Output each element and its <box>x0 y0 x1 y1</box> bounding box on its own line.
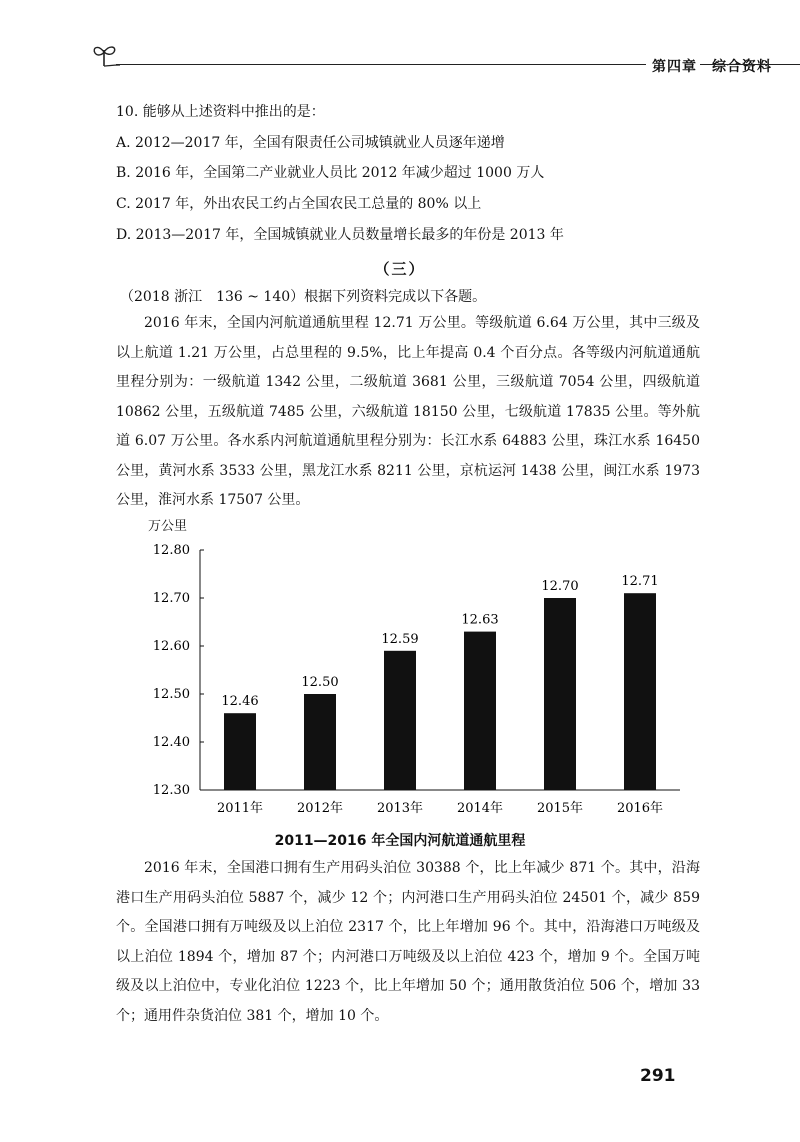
bar-value-label: 12.59 <box>381 631 419 647</box>
chart-caption: 2011—2016 年全国内河航道通航里程 <box>274 833 526 849</box>
x-tick-label: 2014年 <box>456 801 504 816</box>
section-intro: （2018 浙江 136 ~ 140）根据下列资料完成以下各题。 <box>120 289 487 305</box>
option-d: D. 2013—2017 年，全国城镇就业人员数量增长最多的年份是 2013 年 <box>116 227 564 243</box>
page-number: 291 <box>640 1066 676 1086</box>
y-tick-label: 12.50 <box>152 687 190 702</box>
paragraph-1 <box>116 309 700 516</box>
bar-2012年 <box>304 694 336 790</box>
y-tick-label: 12.30 <box>152 783 190 798</box>
option-b: B. 2016 年，全国第二产业就业人员比 2012 年减少超过 1000 万人 <box>116 165 545 181</box>
bar-value-label: 12.50 <box>301 675 339 690</box>
chapter-title: 第四章 综合资料 <box>652 59 772 75</box>
section-title: （三） <box>374 260 426 278</box>
paragraph-1-text: 2016 年末，全国内河航道通航里程 12.71 万公里。等级航道 6.64 万公里，其中三级及以上航道 1.21 万公里，占总里程的 9.5%，比上年提高 0.4 个百分点。各等级内河航道通航里程分别为：一级航道 1342 公里，二级航道 3681 公里，三级航道 7054 公里，四级航道 10862 公里，五级航道 7485 公里，六级航道 18150 公里，七级航道 17835 公里。等外航道 6.07 万公里。各水系内河航道通航里程分别为：长江水系 64883 公里，珠江水系 16450 公里，黄河水系 3533 公里，黑龙江水系 8211 公里，京杭运河 1438 公里，闽江水系 1973 公里，淮河水系 17507 公里。 <box>116 315 700 508</box>
bar-2014年 <box>464 632 496 790</box>
bar-2015年 <box>544 598 576 790</box>
y-tick-label: 12.40 <box>152 735 190 750</box>
bar-2011年 <box>224 713 256 790</box>
y-tick-label: 12.60 <box>152 639 190 654</box>
y-axis-label: 万公里 <box>148 519 188 534</box>
x-tick-label: 2013年 <box>376 801 424 816</box>
x-tick-label: 2015年 <box>536 801 584 816</box>
header-rule-right <box>700 64 800 65</box>
bar-2016年 <box>624 593 656 790</box>
bar-value-label: 12.70 <box>541 579 579 594</box>
bar-value-label: 12.63 <box>461 612 499 628</box>
x-tick-label: 2012年 <box>296 801 344 816</box>
option-a: A. 2012—2017 年，全国有限责任公司城镇就业人员逐年递增 <box>116 135 505 151</box>
sprout-icon <box>90 40 120 70</box>
y-tick-label: 12.80 <box>152 543 190 558</box>
x-tick-label: 2016年 <box>616 801 664 816</box>
paragraph-2 <box>116 854 700 1031</box>
y-tick-label: 12.70 <box>152 591 190 606</box>
option-c: C. 2017 年，外出农民工约占全国农民工总量的 80% 以上 <box>116 196 482 212</box>
bar-value-label: 12.46 <box>221 694 259 710</box>
bar-2013年 <box>384 651 416 790</box>
bar-chart <box>140 510 700 830</box>
header-rule-left <box>116 64 646 65</box>
page-header <box>90 40 772 80</box>
paragraph-2-text: 2016 年末，全国港口拥有生产用码头泊位 30388 个，比上年减少 871 个。其中，沿海港口生产用码头泊位 5887 个，减少 12 个；内河港口生产用码头泊位 24501 个，减少 859 个。全国港口拥有万吨级及以上泊位 2317 个，比上年增加 96 个。其中，沿海港口万吨级及以上泊位 1894 个，增加 87 个；内河港口万吨级及以上泊位 423 个，增加 9 个。全国万吨级及以上泊位中，专业化泊位 1223 个，比上年增加 50 个；通用散货泊位 506 个，增加 33 个；通用件杂货泊位 381 个，增加 10 个。 <box>116 860 700 1024</box>
x-tick-label: 2011年 <box>216 801 264 816</box>
bar-value-label: 12.71 <box>621 574 659 590</box>
question-stem: 10. 能够从上述资料中推出的是： <box>116 104 325 120</box>
